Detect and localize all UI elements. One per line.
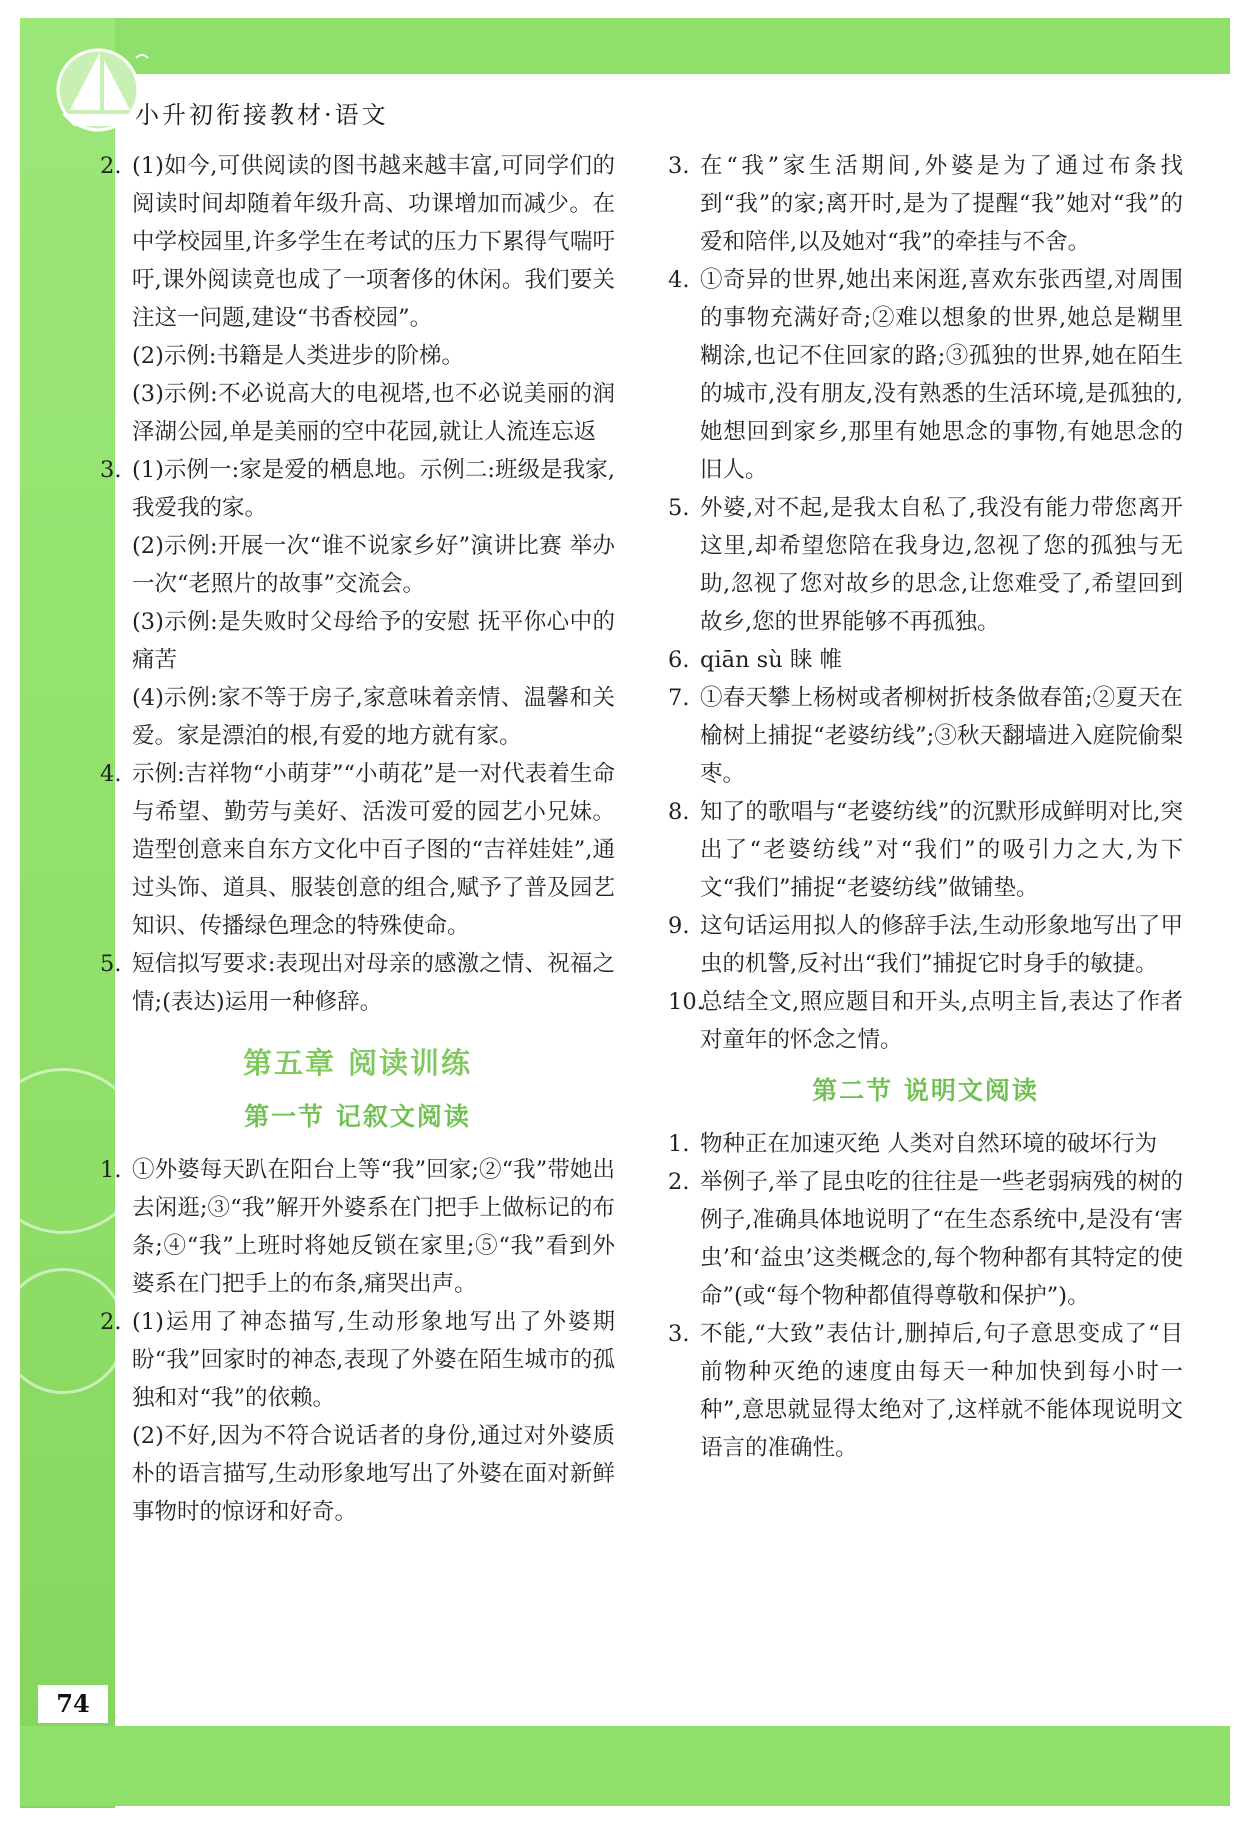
answer-item — [668, 1125, 1183, 1163]
answer-text: (1)如今,可供阅读的图书越来越丰富,可同学们的阅读时间却随着年级升高、功课增加而减少。在中学校园里,许多学生在考试的压力下累得气喘吁吁,课外阅读竟也成了一项奢侈的休闲。我们要关注这一问题,建设“书香校园”。 — [132, 153, 615, 331]
answer-item — [668, 679, 1183, 793]
answer-item — [668, 641, 1183, 679]
answer-text: 不能,“大致”表估计,删掉后,句子意思变成了“目前物种灭绝的速度由每天一种加快到每小时一种”,意思就显得太绝对了,这样就不能体现说明文语言的准确性。 — [700, 1321, 1183, 1461]
answer-subitem: (2)示例:开展一次“谁不说家乡好”演讲比赛 举办一次“老照片的故事”交流会。 — [132, 533, 615, 597]
answer-number: 9. — [668, 913, 690, 939]
book-title: 小升初衔接教材·语文 — [135, 101, 389, 129]
answer-number: 3. — [668, 153, 690, 179]
right-column — [668, 147, 1183, 1467]
answer-text: 总结全文,照应题目和开头,点明主旨,表达了作者对童年的怀念之情。 — [700, 989, 1183, 1053]
answer-subitem: (2)不好,因为不符合说话者的身份,通过对外婆质朴的语言描写,生动形象地写出了外婆在面对新鲜事物时的惊讶和好奇。 — [132, 1423, 615, 1525]
answer-text: ①外婆每天趴在阳台上等“我”回家;②“我”带她出去闲逛;③“我”解开外婆系在门把手上做标记的布条;④“我”上班时将她反锁在家里;⑤“我”看到外婆系在门把手上的布条,痛哭出声。 — [132, 1157, 615, 1297]
answer-text: 示例:吉祥物“小萌芽”“小萌花”是一对代表着生命与希望、勤劳与美好、活泼可爱的园艺小兄妹。造型创意来自东方文化中百子图的“吉祥娃娃”,通过头饰、道具、服装创意的组合,赋予了普及园艺知识、传播绿色理念的特殊使命。 — [132, 761, 615, 939]
answer-text: ①春天攀上杨树或者柳树折枝条做春笛;②夏天在榆树上捕捉“老婆纺线”;③秋天翻墙进入庭院偷梨枣。 — [700, 685, 1183, 787]
answer-text: 举例子,举了昆虫吃的往往是一些老弱病残的树的例子,准确具体地说明了“在生态系统中,是没有‘害虫’和‘益虫’这类概念的,每个物种都有其特定的使命”(或“每个物种都值得尊敬和保护”)。 — [700, 1169, 1183, 1309]
answer-number: 8. — [668, 799, 690, 825]
answer-text: 知了的歌唱与“老婆纺线”的沉默形成鲜明对比,突出了“老婆纺线”对“我们”的吸引力之大,为下文“我们”捕捉“老婆纺线”做铺垫。 — [700, 799, 1183, 901]
answer-text: 物种正在加速灭绝 人类对自然环境的破坏行为 — [700, 1131, 1158, 1157]
section-heading: 第一节 记叙文阅读 — [244, 1102, 471, 1131]
answer-number: 4. — [100, 761, 122, 787]
answer-item — [100, 1151, 615, 1303]
answer-subitem: (4)示例:家不等于房子,家意味着亲情、温馨和关爱。家是漂泊的根,有爱的地方就有家。 — [132, 685, 615, 749]
bottom-border-band — [20, 1726, 1230, 1806]
answer-item — [668, 793, 1183, 907]
answer-number: 5. — [100, 951, 122, 977]
answer-text: 这句话运用拟人的修辞手法,生动形象地写出了甲虫的机警,反衬出“我们”捕捉它时身手的敏捷。 — [700, 913, 1183, 977]
answer-number: 2. — [100, 153, 122, 179]
answer-number: 2. — [100, 1309, 122, 1335]
answer-number: 5. — [668, 495, 690, 521]
answer-text: ①奇异的世界,她出来闲逛,喜欢东张西望,对周围的事物充满好奇;②难以想象的世界,她总是糊里糊涂,也记不住回家的路;③孤独的世界,她在陌生的城市,没有朋友,没有熟悉的生活环境,是孤独的,她想回到家乡,那里有她思念的事物,有她思念的旧人。 — [700, 267, 1183, 483]
chapter-heading: 第五章 阅读训练 — [242, 1046, 473, 1080]
answer-item — [668, 983, 1183, 1059]
answer-number: 3. — [668, 1321, 690, 1347]
answer-number: 3. — [100, 457, 122, 483]
page-number: 74 — [38, 1685, 108, 1723]
answer-text: 在“我”家生活期间,外婆是为了通过布条找到“我”的家;离开时,是为了提醒“我”她对“我”的爱和陪伴,以及她对“我”的牵挂与不舍。 — [700, 153, 1183, 255]
answer-item — [100, 945, 615, 1021]
answer-item — [100, 1303, 615, 1417]
answer-number: 7. — [668, 685, 690, 711]
answer-text: (1)示例一:家是爱的栖息地。示例二:班级是我家,我爱我的家。 — [132, 457, 615, 521]
section-heading: 第二节 说明文阅读 — [812, 1076, 1039, 1105]
answer-number: 2. — [668, 1169, 690, 1195]
answer-item — [668, 147, 1183, 261]
answer-subitem: (2)示例:书籍是人类进步的阶梯。 — [132, 343, 464, 369]
answer-text: qiān sù 睐 帷 — [700, 647, 842, 673]
answer-item — [668, 489, 1183, 641]
answer-item — [668, 907, 1183, 983]
answer-text: 外婆,对不起,是我太自私了,我没有能力带您离开这里,却希望您陪在我身边,忽视了您的孤独与无助,忽视了您对故乡的思念,让您难受了,希望回到故乡,您的世界能够不再孤独。 — [700, 495, 1183, 635]
answer-item — [668, 261, 1183, 489]
answer-item — [100, 755, 615, 945]
answer-item — [100, 451, 615, 527]
answer-number: 10. — [668, 989, 704, 1015]
answer-number: 6. — [668, 647, 690, 673]
answer-number: 1. — [100, 1157, 122, 1183]
answer-number: 1. — [668, 1131, 690, 1157]
answer-text: (1)运用了神态描写,生动形象地写出了外婆期盼“我”回家时的神态,表现了外婆在陌生城市的孤独和对“我”的依赖。 — [132, 1309, 615, 1411]
answer-item — [668, 1315, 1183, 1467]
answer-subitem: (3)示例:不必说高大的电视塔,也不必说美丽的润泽湖公园,单是美丽的空中花园,就让人流连忘返 — [132, 381, 615, 445]
left-column — [100, 147, 615, 1531]
answer-number: 4. — [668, 267, 690, 293]
answer-item — [100, 147, 615, 337]
answer-item — [668, 1163, 1183, 1315]
top-border-band — [55, 18, 1230, 74]
answer-text: 短信拟写要求:表现出对母亲的感激之情、祝福之情;(表达)运用一种修辞。 — [132, 951, 615, 1015]
answer-subitem: (3)示例:是失败时父母给予的安慰 抚平你心中的痛苦 — [132, 609, 615, 673]
